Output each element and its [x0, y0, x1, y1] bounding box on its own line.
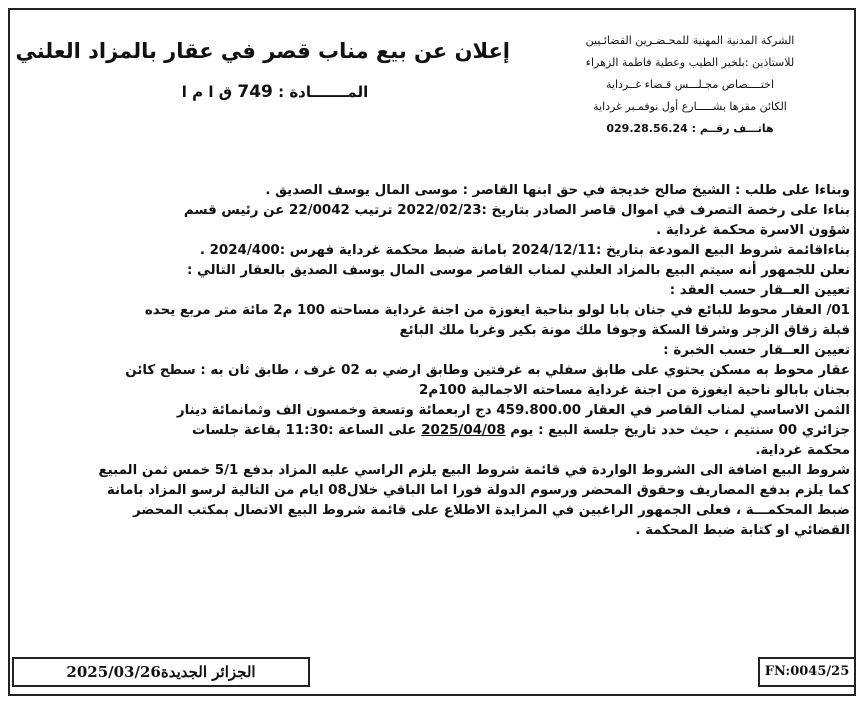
article-suffix: ق ا م ا: [181, 83, 233, 101]
body-line: قبلة زقاق الزجر وشرقا السكة وجوفا ملك مونة بكير وغربا ملك البائع: [399, 323, 850, 338]
body-line: محكمة غرداية.: [755, 443, 850, 458]
jurisdiction: اختــــصاص مجـلـــس قـضاء غــرداية: [605, 78, 775, 91]
body-line: شروط البيع اضافة الى الشروط الواردة في قائمة شروط البيع يلزم الراسي عليه المزاد بدفع 5/1 خمس ثمن المبيع: [98, 463, 850, 478]
notice-body: [28, 181, 850, 541]
body-line: كما يلزم بدفع المصاريف وحقوق المحضر ورسوم الدولة فورا اما الباقي خلال08 ايام من التالية لرسو المزاد بامانة: [106, 483, 850, 498]
body-line: عقار محوط به مسكن يحتوي على طابق سفلي به غرفتين وطابق ارضي به 02 غرف ، طابق ثان به : سطح كائن: [125, 363, 850, 378]
newspaper-date-box: الجزائر الجديدة2025/03/26: [12, 657, 310, 687]
body-line: شؤون الاسرة محكمة غرداية .: [656, 223, 850, 238]
body-line: نعلن للجمهور أنه سيتم البيع بالمزاد العلني لمناب القاصر موسى المال يوسف الصديق بالعقار التالي :: [186, 263, 850, 278]
article-label: المـــــــادة :: [278, 83, 369, 101]
phone-number: هاتـــف رقــم : 029.28.56.24: [606, 122, 774, 135]
article-reference: [40, 82, 510, 102]
body-line: بجنان بابالو ناحية ايغوزة من اجنة غرداية مساحته الاجمالية 100م2: [419, 383, 850, 398]
bailiff-names: للاستاذين :بلخير الطيب وعطية فاطمة الزهراء: [585, 56, 795, 69]
body-line: بناءاقائمة شروط البيع المودعة بتاريخ :2024/12/11 بامانة ضبط محكمة غرداية فهرس :2024/400 .: [199, 243, 850, 258]
company-name: الشركة المدنية المهنية للمحـضـرين القضائـيين: [585, 34, 795, 47]
sale-date-lead: جزائري 00 سنتيم ، حيث حدد تاريخ جلسة البيع : يوم: [510, 423, 850, 438]
body-line: تعيين العــقار حسب العقد :: [669, 283, 850, 298]
office-address: الكائن مقرها بشـــــارع أول نوفمـبر غرداية: [593, 100, 787, 113]
notice-title: إعلان عن بيع مناب قصر في عقار بالمزاد العلني: [15, 39, 510, 63]
body-line: بناءا على رخصة التصرف في اموال قاصر الصادر بتاريخ :2022/02/23 ترتيب 22/0042 عن رئيس قسم: [183, 203, 850, 218]
file-number-box: FN:0045/25: [758, 657, 856, 687]
notice-heading: [15, 36, 510, 102]
body-line: ضبط المحكمـــة ، فعلى الجمهور الراغبين في المزايدة الاطلاع على قائمة شروط البيع الاتصال بمكتب المحضر: [133, 503, 850, 518]
body-line: 01/ العقار محوط للبائع في جنان بابا لولو بناحية ايغوزة من اجنة غرداية مساحته 100 م2 مائة متر مربع يحده: [144, 303, 850, 318]
body-line: وبناءا على طلب : الشيخ صالح خديجة في حق ابنها القاصر : موسى المال يوسف الصديق .: [265, 183, 850, 198]
article-number: 749: [237, 82, 273, 102]
body-line: الثمن الاساسي لمناب القاصر في العقار 459.800.00 دج اربعمائة وتسعة وخمسون الف وثمانمائة دينار: [176, 403, 850, 418]
sale-date: 2025/04/08: [421, 423, 506, 438]
bailiff-header: [530, 30, 850, 140]
body-line: تعيين العــقار حسب الخبرة :: [663, 343, 850, 358]
sale-time: على الساعة :11:30 بقاعة جلسات: [192, 423, 417, 438]
body-line: القضائي او كتابة ضبط المحكمة .: [635, 523, 850, 538]
body-line: [28, 421, 850, 441]
